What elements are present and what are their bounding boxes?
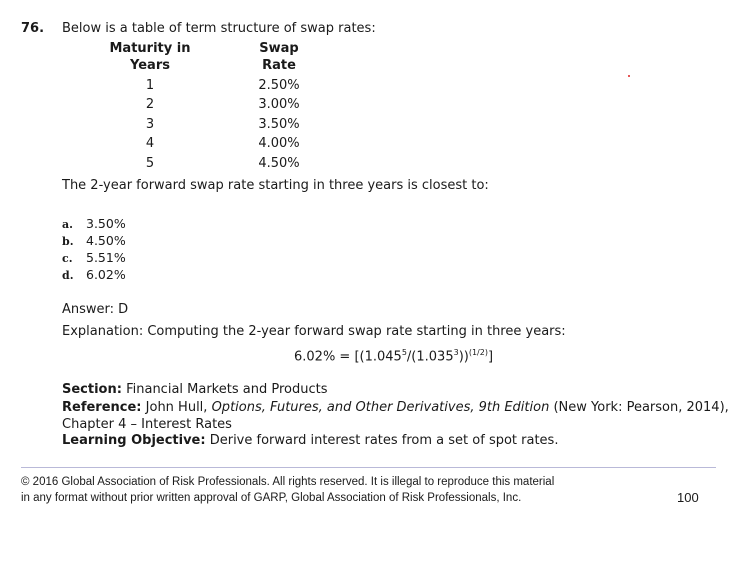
objective-value: Derive forward interest rates from a set of spot rates. <box>209 433 559 448</box>
question-prompt: The 2-year forward swap rate starting in three years is closest to: <box>62 178 489 193</box>
table-header-maturity: Maturity in <box>109 41 191 56</box>
section-label: Section: <box>62 382 122 397</box>
table-cell-maturity: 4 <box>145 136 155 151</box>
option-text: 5.51% <box>86 250 126 265</box>
formula-suffix: ] <box>487 349 494 365</box>
objective-label: Learning Objective: <box>62 433 206 448</box>
table-cell-rate: 4.00% <box>258 136 300 151</box>
page-number: 100 <box>677 490 699 505</box>
option-a <box>62 216 126 231</box>
formula-exponent: 3 <box>453 348 459 357</box>
option-text: 6.02% <box>86 267 126 282</box>
reference-chapter: Chapter 4 – Interest Rates <box>62 417 232 432</box>
question-intro: Below is a table of term structure of swap rates: <box>62 21 376 36</box>
red-dot-mark <box>628 75 630 77</box>
explanation-text: Explanation: Computing the 2-year forward swap rate starting in three years: <box>62 324 566 339</box>
option-text: 3.50% <box>86 216 126 231</box>
table-header-rate-2: Rate <box>262 58 296 73</box>
table-header-maturity-2: Years <box>130 58 170 73</box>
explanation-formula <box>294 348 493 364</box>
reference-title: Options, Futures, and Other Derivatives, 9th Edition <box>211 400 550 415</box>
option-letter: c. <box>62 252 73 265</box>
formula-mid: /(1.035 <box>406 349 454 365</box>
option-b <box>62 233 126 248</box>
footer-copyright: © 2016 Global Association of Risk Professionals. All rights reserved. It is illegal to reproduce this material <box>21 476 555 488</box>
section-value: Financial Markets and Products <box>126 382 328 397</box>
option-letter: b. <box>62 235 74 248</box>
table-cell-rate: 4.50% <box>258 156 300 171</box>
formula-close: )) <box>458 349 469 365</box>
option-c <box>62 250 126 265</box>
answer-line: Answer: D <box>62 302 129 317</box>
table-cell-rate: 3.50% <box>258 117 300 132</box>
table-cell-maturity: 2 <box>145 97 155 112</box>
table-cell-maturity: 3 <box>145 117 155 132</box>
reference-publisher: (New York: Pearson, 2014), <box>553 400 729 415</box>
footer-divider <box>21 467 716 468</box>
formula-exponent: 5 <box>401 348 407 357</box>
reference-label: Reference: <box>62 400 142 415</box>
objective-line <box>62 433 558 448</box>
section-line <box>62 382 327 397</box>
table-header-rate: Swap <box>259 41 299 56</box>
question-number: 76. <box>21 21 45 36</box>
option-letter: a. <box>62 218 73 231</box>
table-cell-rate: 2.50% <box>258 78 300 93</box>
option-d <box>62 267 126 282</box>
formula-prefix: 6.02% = [(1.045 <box>294 349 402 365</box>
formula-exponent: (1/2) <box>468 348 488 357</box>
table-cell-maturity: 1 <box>145 78 155 93</box>
table-cell-maturity: 5 <box>145 156 155 171</box>
reference-author: John Hull, <box>145 400 208 415</box>
footer-copyright-2: in any format without prior written approval of GARP, Global Association of Risk Professionals, Inc. <box>21 492 522 504</box>
option-letter: d. <box>62 269 74 282</box>
option-text: 4.50% <box>86 233 126 248</box>
table-cell-rate: 3.00% <box>258 97 300 112</box>
reference-line <box>62 400 729 415</box>
